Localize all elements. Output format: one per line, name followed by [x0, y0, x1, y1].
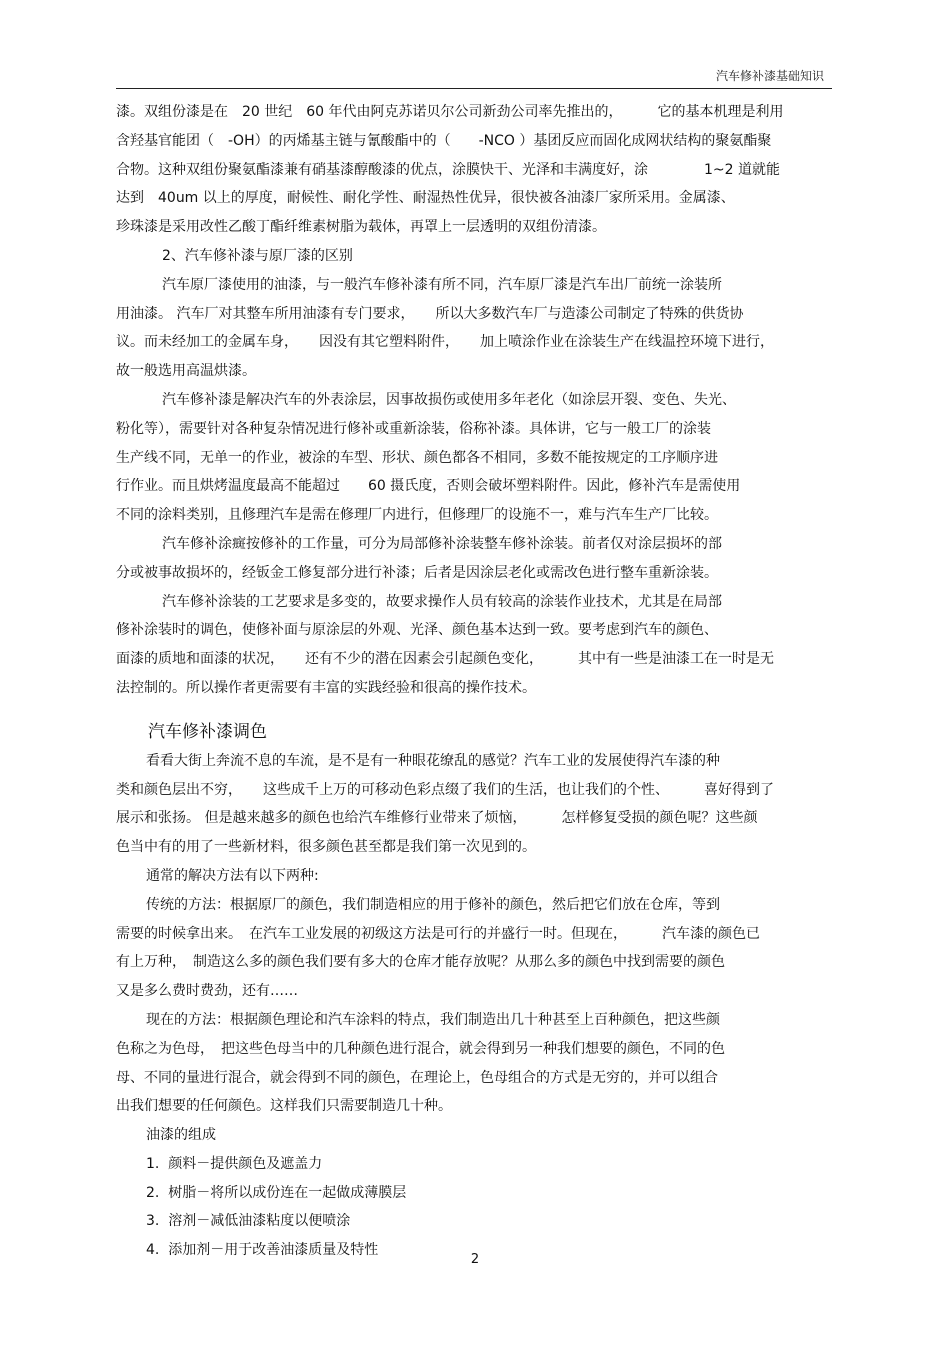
text-line: 母、不同的量进行混合，就会得到不同的颜色，在理论上，色母组合的方式是无穷的，并可以组合	[116, 1069, 718, 1086]
text-line: 达到 40um 以上的厚度，耐候性、耐化学性、耐湿热性优异，很快被各油漆厂家所采用。金属漆、	[116, 190, 735, 207]
page-number: 2	[470, 1252, 480, 1267]
text-line: 又是多么费时费劲，还有……	[116, 983, 298, 1000]
text-line: 故一般选用高温烘漆。	[116, 363, 256, 380]
text-line: 通常的解决方法有以下两种:	[146, 867, 319, 884]
text-line: 汽车修补涂装的工艺要求是多变的，故要求操作人员有较高的涂装作业技术，尤其是在局部	[162, 593, 722, 610]
list-item: 1. 颜料－提供颜色及遮盖力	[146, 1155, 323, 1172]
text-line: 色称之为色母， 把这些色母当中的几种颜色进行混合，就会得到另一种我们想要的颜色，不同的色	[116, 1040, 725, 1057]
text-line: 合物。这种双组份聚氨酯漆兼有硝基漆醇酸漆的优点，涂膜快干、光泽和丰满度好，涂 1~2 道就能	[116, 161, 780, 178]
text-line: 生产线不同，无单一的作业，被涂的车型、形状、颜色都各不相同，多数不能按规定的工序顺序进	[116, 449, 718, 466]
text-line: 汽车修补漆是解决汽车的外表涂层，因事故损伤或使用多年老化（如涂层开裂、变色、失光、	[162, 391, 736, 408]
text-line: 粉化等），需要针对各种复杂情况进行修补或重新涂装，俗称补漆。具体讲，它与一般工厂的涂装	[116, 420, 711, 437]
text-line: 需要的时候拿出来。 在汽车工业发展的初级这方法是可行的并盛行一时。但现在， 汽车漆的颜色已	[116, 925, 760, 942]
composition-title: 油漆的组成	[146, 1127, 216, 1144]
text-line: 有上万种， 制造这么多的颜色我们要有多大的仓库才能存放呢？从那么多的颜色中找到需要的颜色	[116, 954, 725, 971]
list-item: 4. 添加剂－用于改善油漆质量及特性	[146, 1242, 379, 1259]
text-line: 行作业。而且烘烤温度最高不能超过 60 摄氏度，否则会破坏塑料附件。因此，修补汽车是需使用	[116, 478, 741, 495]
text-line: 看看大街上奔流不息的车流，是不是有一种眼花缭乱的感觉？汽车工业的发展使得汽车漆的种	[146, 752, 720, 769]
text-line: 面漆的质地和面漆的状况， 还有不少的潜在因素会引起颜色变化， 其中有一些是油漆工在一时是无	[116, 651, 774, 668]
page-header	[116, 64, 832, 89]
section-heading: 汽车修补漆调色	[148, 721, 267, 742]
header-title: 汽车修补漆基础知识	[715, 69, 824, 83]
list-item: 2. 树脂－将所以成份连在一起做成薄膜层	[146, 1184, 407, 1201]
text-line: 传统的方法：根据原厂的颜色，我们制造相应的用于修补的颜色，然后把它们放在仓库，等到	[146, 896, 720, 913]
text-line: 汽车修补涂癍按修补的工作量，可分为局部修补涂装整车修补涂装。前者仅对涂层损坏的部	[162, 535, 722, 552]
text-line: 法控制的。所以操作者更需要有丰富的实践经验和很高的操作技术。	[116, 679, 536, 696]
text-line: 展示和张扬。 但是越来越多的颜色也给汽车维修行业带来了烦恼， 怎样修复受损的颜色呢？这些颜	[116, 810, 758, 827]
text-line: 不同的涂料类别，且修理汽车是需在修理厂内进行，但修理厂的设施不一，难与汽车生产厂比较。	[116, 507, 718, 524]
subheading: 2、汽车修补漆与原厂漆的区别	[162, 247, 353, 264]
text-line: 色当中有的用了一些新材料，很多颜色甚至都是我们第一次见到的。	[116, 839, 536, 856]
text-line: 出我们想要的任何颜色。这样我们只需要制造几十种。	[116, 1098, 452, 1115]
text-line: 汽车原厂漆使用的油漆，与一般汽车修补漆有所不同，汽车原厂漆是汽车出厂前统一涂装所	[162, 276, 722, 293]
text-line: 分或被事故损坏的，经钣金工修复部分进行补漆；后者是因涂层老化或需改色进行整车重新涂装。	[116, 564, 718, 581]
page-content	[116, 98, 832, 1265]
text-line: 类和颜色层出不穷， 这些成千上万的可移动色彩点缀了我们的生活，也让我们的个性、 喜好得到了	[116, 781, 774, 798]
text-line: 现在的方法：根据颜色理论和汽车涂料的特点，我们制造出几十种甚至上百种颜色，把这些颜	[146, 1011, 720, 1028]
list-item: 3. 溶剂－减低油漆粘度以便喷涂	[146, 1213, 351, 1230]
text-line: 用油漆。 汽车厂对其整车所用油漆有专门要求， 所以大多数汽车厂与造漆公司制定了特殊的供货协	[116, 305, 744, 322]
text-line: 修补涂装时的调色，使修补面与原涂层的外观、光泽、颜色基本达到一致。要考虑到汽车的颜色、	[116, 622, 718, 639]
text-line: 珍珠漆是采用改性乙酸丁酯纤维素树脂为载体，再罩上一层透明的双组份清漆。	[116, 219, 606, 236]
text-line: 议。而未经加工的金属车身， 因没有其它塑料附件， 加上喷涂作业在涂装生产在线温控环境下进行，	[116, 334, 774, 351]
text-line: 漆。双组份漆是在 20 世纪 60 年代由阿克苏诺贝尔公司新劲公司率先推出的， 它的基本机理是利用	[116, 104, 784, 120]
text-line: 含羟基官能团（ -OH）的丙烯基主链与氰酸酯中的（ -NCO ）基团反应而固化成网状结构的聚氨酯聚	[116, 132, 772, 149]
